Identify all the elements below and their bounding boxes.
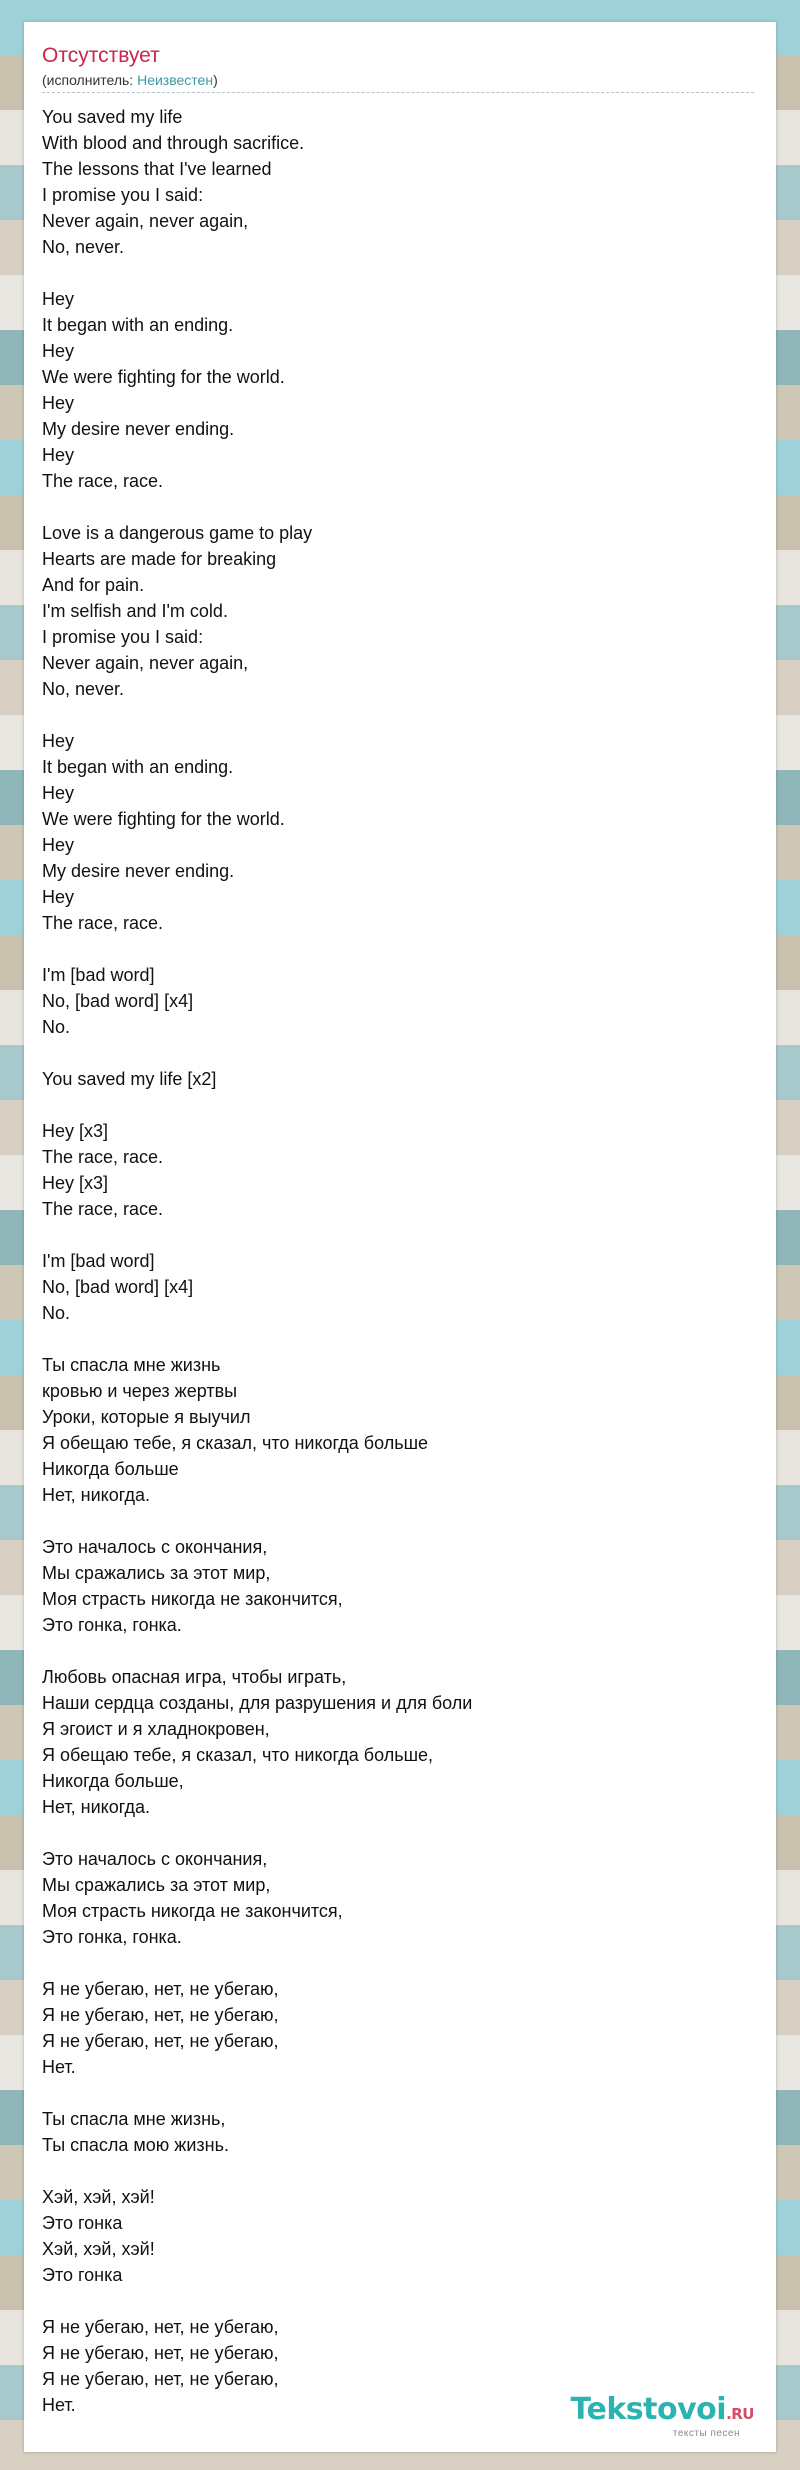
lyric-line: Никогда больше [42,1459,179,1479]
lyric-line: Наши сердца созданы, для разрушения и для боли [42,1693,473,1713]
lyric-line: Мы сражались за этот мир, [42,1563,271,1583]
lyric-line: Hearts are made for breaking [42,549,277,569]
stanza-break [42,1222,754,1248]
lyric-line: Ты спасла мне жизнь, [42,2109,226,2129]
lyric-line: Хэй, хэй, хэй! [42,2187,155,2207]
logo-tld: .RU [726,2405,754,2423]
lyric-line: Hey [x3] [42,1121,109,1141]
lyric-line: Я не убегаю, нет, не убегаю, [42,2031,279,2051]
lyric-line: The race, race. [42,913,164,933]
lyric-line: Hey [42,731,75,751]
lyric-line: No, never. [42,237,125,257]
lyric-line: No. [42,1017,71,1037]
lyric-line: I'm [bad word] [42,965,155,985]
stanza-break [42,1638,754,1664]
lyric-line: Love is a dangerous game to play [42,523,313,543]
site-logo[interactable] [571,2394,754,2439]
logo-wordmark [571,2394,754,2430]
lyric-line: The lessons that I've learned [42,159,272,179]
song-title: Отсутствует [42,44,160,67]
lyric-line: You saved my life [x2] [42,1069,217,1089]
logo-tagline: тексты песен [672,2428,740,2439]
lyric-line: Never again, never again, [42,211,249,231]
artist-line [42,72,218,88]
lyric-line: Я не убегаю, нет, не убегаю, [42,2317,279,2337]
lyric-line: I'm [bad word] [42,1251,155,1271]
lyric-line: Hey [x3] [42,1173,109,1193]
lyric-line: With blood and through sacrifice. [42,133,305,153]
lyrics-text [42,104,754,2418]
lyric-line: Нет, никогда. [42,1797,151,1817]
lyric-line: My desire never ending. [42,419,235,439]
artist-suffix: ) [213,72,218,88]
lyric-line: Hey [42,341,75,361]
lyric-line: Hey [42,835,75,855]
lyric-line: My desire never ending. [42,861,235,881]
lyric-line: Любовь опасная игра, чтобы играть, [42,1667,347,1687]
lyrics-sheet [24,22,776,2452]
lyric-line: We were fighting for the world. [42,809,285,829]
lyric-line: Hey [42,289,75,309]
stanza-break [42,260,754,286]
stanza-break [42,2158,754,2184]
lyric-line: Это гонка [42,2213,123,2233]
lyric-line: Нет, никогда. [42,1485,151,1505]
lyric-line: Мы сражались за этот мир, [42,1875,271,1895]
stanza-break [42,1508,754,1534]
stanza-break [42,1820,754,1846]
stanza-break [42,2080,754,2106]
stanza-break [42,1950,754,1976]
lyric-line: Ты спасла мою жизнь. [42,2135,229,2155]
lyric-line: And for pain. [42,575,145,595]
lyric-line: We were fighting for the world. [42,367,285,387]
title-divider [42,92,754,93]
lyric-line: Я не убегаю, нет, не убегаю, [42,2343,279,2363]
lyric-line: The race, race. [42,1147,164,1167]
lyric-line: Моя страсть никогда не закончится, [42,1901,343,1921]
lyric-line: It began with an ending. [42,757,234,777]
lyric-line: I promise you I said: [42,185,204,205]
lyric-line: I promise you I said: [42,627,204,647]
stanza-break [42,702,754,728]
lyric-line: Хэй, хэй, хэй! [42,2239,155,2259]
artist-prefix: (исполнитель: [42,72,138,88]
lyric-line: кровью и через жертвы [42,1381,238,1401]
lyric-line: Никогда больше, [42,1771,184,1791]
stanza-break [42,936,754,962]
lyric-line: Я не убегаю, нет, не убегаю, [42,2369,279,2389]
lyric-line: Never again, never again, [42,653,249,673]
stanza-break [42,494,754,520]
lyric-line: Это началось с окончания, [42,1849,268,1869]
lyric-line: Нет. [42,2395,76,2415]
lyric-line: Моя страсть никогда не закончится, [42,1589,343,1609]
lyric-line: I'm selfish and I'm cold. [42,601,228,621]
lyric-line: You saved my life [42,107,183,127]
lyric-line: Я обещаю тебе, я сказал, что никогда больше, [42,1745,434,1765]
artist-link[interactable]: Неизвестен [137,72,214,88]
lyric-line: Это гонка, гонка. [42,1927,182,1947]
lyric-line: Hey [42,393,75,413]
lyric-line: Hey [42,887,75,907]
lyric-line: The race, race. [42,1199,164,1219]
lyric-line: Ты спасла мне жизнь [42,1355,221,1375]
lyric-line: No. [42,1303,71,1323]
stanza-break [42,1040,754,1066]
lyric-line: Я обещаю тебе, я сказал, что никогда больше [42,1433,429,1453]
lyric-line: Это гонка, гонка. [42,1615,182,1635]
lyric-line: Нет. [42,2057,76,2077]
lyric-line: No, [bad word] [x4] [42,991,194,1011]
lyric-line: The race, race. [42,471,164,491]
lyric-line: Hey [42,445,75,465]
stanza-break [42,1092,754,1118]
stanza-break [42,2288,754,2314]
lyric-line: Это началось с окончания, [42,1537,268,1557]
lyric-line: Уроки, которые я выучил [42,1407,251,1427]
lyric-line: No, [bad word] [x4] [42,1277,194,1297]
stanza-break [42,1326,754,1352]
lyric-line: Это гонка [42,2265,123,2285]
logo-main-text: Tekstovoi [570,2392,727,2427]
lyric-line: It began with an ending. [42,315,234,335]
lyric-line: Я не убегаю, нет, не убегаю, [42,1979,279,1999]
lyric-line: Я не убегаю, нет, не убегаю, [42,2005,279,2025]
lyric-line: Я эгоист и я хладнокровен, [42,1719,270,1739]
lyric-line: Hey [42,783,75,803]
lyric-line: No, never. [42,679,125,699]
